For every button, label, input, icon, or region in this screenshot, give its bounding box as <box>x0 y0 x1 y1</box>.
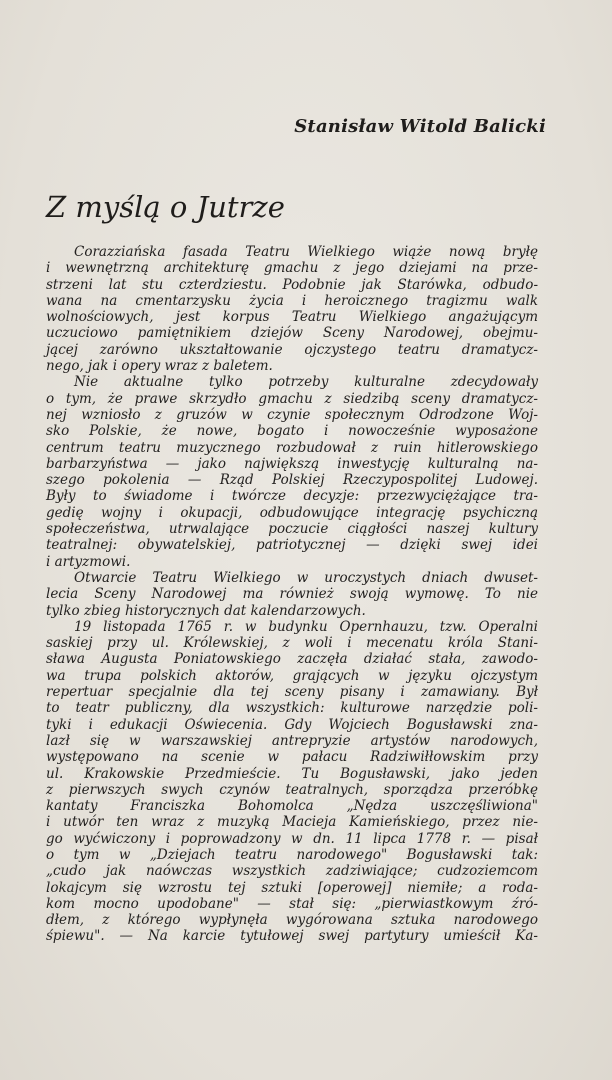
body-line: sława Augusta Poniatowskiego zaczęła działać stała, zawodo- <box>46 651 538 668</box>
body-line: o tym w „Dziejach teatru narodowego" Bogusławski tak: <box>46 846 538 863</box>
body-line: wana na cmentarzysku życia i heroicznego tragizmu walk <box>46 292 538 309</box>
body-line: lecia Sceny Narodowej ma również swoją wymowę. To nie <box>46 586 538 603</box>
body-line: lokajcym się wzrostu tej sztuki [operowej] niemiłe; a roda- <box>46 879 538 896</box>
body-line: i wewnętrzną architekturę gmachu z jego dziejami na prze- <box>46 260 538 277</box>
body-line: kantaty Franciszka Bohomolca „Nędza uszczęśliwiona" <box>46 798 538 815</box>
body-line: występowano na scenie w pałacu Radziwiłłowskim przy <box>46 749 538 766</box>
body-line: wolnościowych, jest korpus Teatru Wielkiego angażującym <box>46 309 538 326</box>
body-line: Corazziańska fasada Teatru Wielkiego wiąże nową bryłę <box>74 244 538 260</box>
body-line: centrum teatru muzycznego rozbudował z ruin hitlerowskiego <box>46 439 538 456</box>
body-line: lazł się w warszawskiej antrepryzie artystów narodowych, <box>46 732 538 749</box>
body-line: nego, jak i opery wraz z baletem. <box>46 358 273 375</box>
author-name: Stanisław Witold Balicki <box>294 116 546 137</box>
body-line: tyki i edukacji Oświecenia. Gdy Wojciech Bogusławski zna- <box>46 716 538 733</box>
body-line: śpiewu". — Na karcie tytułowej swej partytury umieścił Ka- <box>46 928 538 945</box>
body-line: ul. Krakowskie Przedmieście. Tu Bogusławski, jako jeden <box>46 765 538 782</box>
body-line: i artyzmowi. <box>46 553 131 570</box>
body-line: o tym, że prawe skrzydło gmachu z siedzibą sceny dramatycz- <box>46 390 538 407</box>
body-line: Nie aktualne tylko potrzeby kulturalne zdecydowały <box>74 374 538 391</box>
body-line: szego pokolenia — Rząd Polskiej Rzeczypospolitej Ludowej. <box>46 472 538 489</box>
body-line: Otwarcie Teatru Wielkiego w uroczystych dniach dwuset- <box>74 569 538 586</box>
body-line: uczuciowo pamiętnikiem dziejów Sceny Narodowej, obejmu- <box>46 325 538 342</box>
article-body <box>46 244 538 945</box>
body-line: to teatr publiczny, dla wszystkich: kulturowe narzędzie poli- <box>46 700 538 717</box>
body-line: jącej zarówno ukształtowanie ojczystego teatru dramatycz- <box>46 341 538 358</box>
body-line: kom mocno upodobane" — stał się: „pierwiastkowym źró- <box>46 895 538 912</box>
body-line: strzeni lat stu czterdziestu. Podobnie jak Starówka, odbudo- <box>46 276 538 293</box>
body-line: i utwór ten wraz z muzyką Macieja Kamieńskiego, przez nie- <box>46 814 538 831</box>
body-line: Były to świadome i twórcze decyzje: przezwyciężające tra- <box>46 488 538 505</box>
body-line: „cudo jak naówczas wszystkich zadziwiające; cudzoziemcom <box>46 863 538 880</box>
body-line: teatralnej: obywatelskiej, patriotycznej — dzięki swej idei <box>46 537 538 554</box>
body-line: 19 listopada 1765 r. w budynku Opernhauzu, tzw. Operalni <box>74 618 538 635</box>
body-line: go wyćwiczony i poprowadzony w dn. 11 lipca 1778 r. — pisał <box>46 830 538 847</box>
body-line: nej wzniosło z gruzów w czynie społecznym Odrodzone Woj- <box>46 406 538 423</box>
body-line: wa trupa polskich aktorów, grających w języku ojczystym <box>46 667 538 684</box>
body-line: tylko zbieg historycznych dat kalendarzowych. <box>46 602 366 619</box>
body-line: sko Polskie, że nowe, bogato i nowocześnie wyposażone <box>46 423 538 440</box>
body-line: z pierwszych swych czynów teatralnych, sporządza przeróbkę <box>46 781 538 798</box>
body-line: gedię wojny i okupacji, odbudowujące integrację psychiczną <box>46 504 538 521</box>
body-line: saskiej przy ul. Królewskiej, z woli i mecenatu króla Stani- <box>46 635 538 652</box>
body-line: repertuar specjalnie dla tej sceny pisany i zamawiany. Był <box>46 684 538 701</box>
body-line: dłem, z którego wypłynęła wygórowana sztuka narodowego <box>46 912 538 929</box>
body-line: społeczeństwa, utrwalające poczucie ciągłości naszej kultury <box>46 521 538 538</box>
article-title: Z myślą o Jutrze <box>46 190 285 224</box>
body-line: barbarzyństwa — jako największą inwestycję kulturalną na- <box>46 455 538 472</box>
